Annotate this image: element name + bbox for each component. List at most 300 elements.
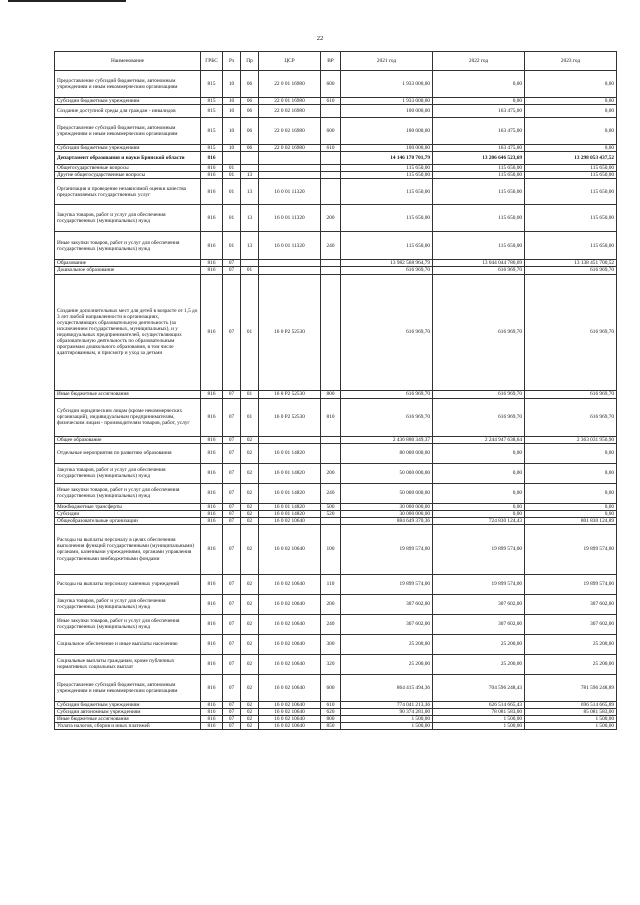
cell-name: Субсидии автономным учреждениям bbox=[55, 709, 201, 716]
cell-grbs: 816 bbox=[201, 232, 223, 260]
cell-csr: 16 0 01 14820 bbox=[259, 463, 321, 483]
cell-2021: 884 649 370,36 bbox=[341, 517, 433, 524]
cell-vr: 600 bbox=[321, 674, 341, 701]
cell-2021: 616 969,70 bbox=[341, 274, 433, 390]
cell-grbs: 816 bbox=[201, 709, 223, 716]
cell-name: Расходы на выплаты персоналу казенных учреждений bbox=[55, 574, 201, 594]
cell-2021: 13 982 568 964,79 bbox=[341, 260, 433, 267]
cell-pr: 02 bbox=[241, 674, 259, 701]
cell-vr: 520 bbox=[321, 510, 341, 517]
cell-2022: 19 899 574,00 bbox=[433, 524, 525, 574]
cell-name: Субсидии бюджетным учреждениям bbox=[55, 701, 201, 708]
cell-2021: 1 933 000,00 bbox=[341, 71, 433, 98]
header-2022: 2022 год bbox=[433, 52, 525, 71]
cell-name: Субсидии юридическим лицам (кроме некоммерческих организаций), индивидуальным предпринимателям, физическим лицам - производителям товаров, работ, услуг bbox=[55, 398, 201, 436]
cell-name: Социальное обеспечение и иные выплаты населению bbox=[55, 634, 201, 654]
table-row bbox=[55, 709, 617, 716]
cell-grbs: 816 bbox=[201, 260, 223, 267]
cell-2021: 90 374 281,00 bbox=[341, 709, 433, 716]
cell-2023: 616 969,70 bbox=[525, 398, 617, 436]
cell-vr: 200 bbox=[321, 463, 341, 483]
cell-2023: 115 650,00 bbox=[525, 165, 617, 172]
cell-name: Департамент образования и науки Брянской области bbox=[55, 152, 201, 165]
cell-rz: 07 bbox=[223, 614, 241, 634]
cell-2023: 85 081 583,00 bbox=[525, 709, 617, 716]
cell-2022: 307 602,00 bbox=[433, 594, 525, 614]
header-2021: 2021 год bbox=[341, 52, 433, 71]
cell-grbs: 816 bbox=[201, 723, 223, 730]
cell-2023: 1 500,00 bbox=[525, 723, 617, 730]
cell-grbs: 816 bbox=[201, 443, 223, 463]
cell-grbs: 816 bbox=[201, 654, 223, 674]
cell-2021: 50 000 000,00 bbox=[341, 463, 433, 483]
cell-grbs: 815 bbox=[201, 105, 223, 118]
cell-2022: 115 650,00 bbox=[433, 172, 525, 179]
cell-name: Иные бюджетные ассигнования bbox=[55, 716, 201, 723]
cell-vr: 800 bbox=[321, 390, 341, 398]
cell-vr: 200 bbox=[321, 594, 341, 614]
cell-vr bbox=[321, 443, 341, 463]
cell-grbs: 816 bbox=[201, 574, 223, 594]
cell-rz: 01 bbox=[223, 179, 241, 205]
cell-csr: 16 0 02 10640 bbox=[259, 723, 321, 730]
cell-2022: 307 602,00 bbox=[433, 614, 525, 634]
cell-rz: 07 bbox=[223, 390, 241, 398]
cell-pr: 02 bbox=[241, 654, 259, 674]
cell-grbs: 816 bbox=[201, 517, 223, 524]
cell-pr: 02 bbox=[241, 524, 259, 574]
cell-2022: 616 969,70 bbox=[433, 267, 525, 274]
cell-name: Закупка товаров, работ и услуг для обеспечения государственных (муниципальных) нужд bbox=[55, 463, 201, 483]
table-row bbox=[55, 614, 617, 634]
cell-2023: 19 899 574,00 bbox=[525, 574, 617, 594]
cell-grbs: 815 bbox=[201, 71, 223, 98]
table-row bbox=[55, 654, 617, 674]
cell-grbs: 816 bbox=[201, 274, 223, 390]
cell-grbs: 816 bbox=[201, 205, 223, 232]
cell-csr: 16 0 02 10640 bbox=[259, 574, 321, 594]
table-row bbox=[55, 503, 617, 510]
cell-vr: 100 bbox=[321, 524, 341, 574]
cell-grbs: 816 bbox=[201, 463, 223, 483]
table-header-row bbox=[55, 52, 617, 71]
cell-name: Закупка товаров, работ и услуг для обеспечения государственных (муниципальных) нужд bbox=[55, 205, 201, 232]
cell-grbs: 816 bbox=[201, 165, 223, 172]
cell-2023: 0,00 bbox=[525, 483, 617, 503]
cell-2022: 616 969,70 bbox=[433, 274, 525, 390]
cell-rz: 07 bbox=[223, 274, 241, 390]
cell-2023: 616 969,70 bbox=[525, 390, 617, 398]
header-vr: ВР bbox=[321, 52, 341, 71]
cell-vr: 200 bbox=[321, 205, 341, 232]
cell-rz: 07 bbox=[223, 709, 241, 716]
cell-vr: 800 bbox=[321, 716, 341, 723]
cell-rz bbox=[223, 152, 241, 165]
cell-pr: 01 bbox=[241, 390, 259, 398]
cell-rz: 07 bbox=[223, 443, 241, 463]
cell-name: Отдельные мероприятия по развитию образования bbox=[55, 443, 201, 463]
cell-2022: 1 500,00 bbox=[433, 716, 525, 723]
cell-name: Межбюджетные трансферты bbox=[55, 503, 201, 510]
cell-grbs: 816 bbox=[201, 674, 223, 701]
cell-2023: 616 969,70 bbox=[525, 274, 617, 390]
cell-2023: 0,00 bbox=[525, 98, 617, 105]
cell-pr: 06 bbox=[241, 105, 259, 118]
cell-2022: 0,00 bbox=[433, 503, 525, 510]
cell-grbs: 816 bbox=[201, 503, 223, 510]
cell-pr: 02 bbox=[241, 723, 259, 730]
cell-2021: 1 500,00 bbox=[341, 723, 433, 730]
cell-vr: 240 bbox=[321, 483, 341, 503]
cell-2022: 163 475,00 bbox=[433, 118, 525, 145]
table-row bbox=[55, 145, 617, 152]
table-row bbox=[55, 517, 617, 524]
table-row bbox=[55, 674, 617, 701]
cell-pr: 02 bbox=[241, 510, 259, 517]
cell-2021: 30 000 000,00 bbox=[341, 503, 433, 510]
cell-pr: 01 bbox=[241, 267, 259, 274]
table-row bbox=[55, 463, 617, 483]
cell-name: Предоставление субсидий бюджетным, автономным учреждениям и иным некоммерческим организациям bbox=[55, 71, 201, 98]
cell-rz: 07 bbox=[223, 701, 241, 708]
cell-csr: 16 0 02 10640 bbox=[259, 614, 321, 634]
cell-2021: 100 000,00 bbox=[341, 145, 433, 152]
cell-2021: 115 650,00 bbox=[341, 205, 433, 232]
cell-name: Уплата налогов, сборов и иных платежей bbox=[55, 723, 201, 730]
cell-2022: 19 899 574,00 bbox=[433, 574, 525, 594]
header-pr: Пр bbox=[241, 52, 259, 71]
cell-pr: 02 bbox=[241, 594, 259, 614]
cell-pr: 13 bbox=[241, 232, 259, 260]
cell-grbs: 816 bbox=[201, 483, 223, 503]
cell-pr: 02 bbox=[241, 517, 259, 524]
cell-rz: 01 bbox=[223, 232, 241, 260]
cell-vr: 600 bbox=[321, 71, 341, 98]
cell-name: Субсидии bbox=[55, 510, 201, 517]
cell-vr bbox=[321, 165, 341, 172]
cell-csr: 22 0 01 16980 bbox=[259, 98, 321, 105]
cell-vr bbox=[321, 172, 341, 179]
cell-rz: 07 bbox=[223, 524, 241, 574]
cell-2022: 0,00 bbox=[433, 510, 525, 517]
cell-2021: 19 899 574,00 bbox=[341, 574, 433, 594]
cell-name: Иные закупки товаров, работ и услуг для обеспечения государственных (муниципальных) нужд bbox=[55, 483, 201, 503]
cell-grbs: 816 bbox=[201, 267, 223, 274]
cell-2023: 25 200,00 bbox=[525, 634, 617, 654]
cell-2022: 115 650,00 bbox=[433, 165, 525, 172]
cell-pr: 13 bbox=[241, 205, 259, 232]
cell-2023: 1 500,00 bbox=[525, 716, 617, 723]
table-row bbox=[55, 398, 617, 436]
cell-rz: 10 bbox=[223, 71, 241, 98]
cell-2021: 115 650,00 bbox=[341, 172, 433, 179]
table-row bbox=[55, 594, 617, 614]
table-row bbox=[55, 71, 617, 98]
cell-grbs: 816 bbox=[201, 716, 223, 723]
cell-2023: 0,00 bbox=[525, 145, 617, 152]
cell-name: Субсидии бюджетным учреждениям bbox=[55, 145, 201, 152]
cell-name: Создание дополнительных мест для детей в возрасте от 1,5 до 3 лет любой направленности в организациях, осуществляющих образовательную деятельность (за исключением государственных, муниципальных), и у индивидуальных предпринимателей, осуществляющих образовательную деятельность по образовательным программам дошкольного образования, в том числе адаптированным, и присмотр и уход за детьми bbox=[55, 274, 201, 390]
cell-2022: 163 475,00 bbox=[433, 105, 525, 118]
cell-2022: 25 200,00 bbox=[433, 654, 525, 674]
cell-name: Расходы на выплаты персоналу в целях обеспечения выполнения функций государственными (муниципальными) органами, казенными учреждениями, органами управления государственными внебюджетными фондами bbox=[55, 524, 201, 574]
cell-vr: 850 bbox=[321, 723, 341, 730]
cell-grbs: 816 bbox=[201, 614, 223, 634]
cell-name: Закупка товаров, работ и услуг для обеспечения государственных (муниципальных) нужд bbox=[55, 594, 201, 614]
cell-2022: 2 244 947 638,64 bbox=[433, 436, 525, 443]
cell-2021: 115 650,00 bbox=[341, 232, 433, 260]
cell-rz: 07 bbox=[223, 267, 241, 274]
cell-rz: 07 bbox=[223, 574, 241, 594]
cell-rz: 10 bbox=[223, 105, 241, 118]
cell-2023: 0,00 bbox=[525, 118, 617, 145]
cell-name: Другие общегосударственные вопросы bbox=[55, 172, 201, 179]
budget-table bbox=[54, 51, 617, 730]
cell-2021: 616 969,70 bbox=[341, 390, 433, 398]
cell-2023: 0,00 bbox=[525, 463, 617, 483]
cell-csr: 16 0 02 10640 bbox=[259, 634, 321, 654]
cell-2022: 0,00 bbox=[433, 98, 525, 105]
table-row bbox=[55, 267, 617, 274]
cell-rz: 07 bbox=[223, 517, 241, 524]
cell-name: Общеобразовательные организации bbox=[55, 517, 201, 524]
cell-2022: 1 500,00 bbox=[433, 723, 525, 730]
cell-csr: 16 0 02 10640 bbox=[259, 517, 321, 524]
cell-2023: 616 969,70 bbox=[525, 267, 617, 274]
cell-name: Социальные выплаты гражданам, кроме публичных нормативных социальных выплат bbox=[55, 654, 201, 674]
cell-pr: 06 bbox=[241, 71, 259, 98]
cell-grbs: 816 bbox=[201, 436, 223, 443]
table-row bbox=[55, 165, 617, 172]
cell-pr: 02 bbox=[241, 614, 259, 634]
cell-pr: 02 bbox=[241, 443, 259, 463]
cell-2021: 100 000,00 bbox=[341, 118, 433, 145]
cell-2022: 78 081 583,00 bbox=[433, 709, 525, 716]
cell-grbs: 815 bbox=[201, 118, 223, 145]
table-row bbox=[55, 524, 617, 574]
cell-2023: 115 650,00 bbox=[525, 179, 617, 205]
cell-name: Дошкольное образование bbox=[55, 267, 201, 274]
cell-2021: 30 000 000,00 bbox=[341, 510, 433, 517]
cell-pr bbox=[241, 165, 259, 172]
header-2023: 2023 год bbox=[525, 52, 617, 71]
cell-grbs: 816 bbox=[201, 398, 223, 436]
cell-2021: 864 415 494,36 bbox=[341, 674, 433, 701]
cell-2023: 0,00 bbox=[525, 71, 617, 98]
cell-pr: 02 bbox=[241, 483, 259, 503]
cell-csr: 16 0 01 11320 bbox=[259, 205, 321, 232]
cell-vr bbox=[321, 179, 341, 205]
cell-pr bbox=[241, 152, 259, 165]
table-row bbox=[55, 118, 617, 145]
cell-2022: 0,00 bbox=[433, 483, 525, 503]
cell-csr: 16 0 01 11320 bbox=[259, 232, 321, 260]
cell-vr bbox=[321, 260, 341, 267]
cell-rz: 07 bbox=[223, 436, 241, 443]
cell-rz: 07 bbox=[223, 483, 241, 503]
cell-2021: 50 000 000,00 bbox=[341, 483, 433, 503]
cell-2023: 0,00 bbox=[525, 503, 617, 510]
cell-name: Предоставление субсидий бюджетным, автономным учреждениям и иным некоммерческим организациям bbox=[55, 118, 201, 145]
cell-2021: 1 933 000,00 bbox=[341, 98, 433, 105]
cell-name: Субсидии бюджетным учреждениям bbox=[55, 98, 201, 105]
header-grbs: ГРБС bbox=[201, 52, 223, 71]
table-row bbox=[55, 260, 617, 267]
table-row bbox=[55, 483, 617, 503]
table-row bbox=[55, 634, 617, 654]
cell-grbs: 816 bbox=[201, 701, 223, 708]
cell-grbs: 816 bbox=[201, 634, 223, 654]
cell-rz: 07 bbox=[223, 260, 241, 267]
cell-csr: 16 0 01 11320 bbox=[259, 179, 321, 205]
cell-vr bbox=[321, 105, 341, 118]
cell-name: Образование bbox=[55, 260, 201, 267]
cell-2023: 696 514 665,89 bbox=[525, 701, 617, 708]
cell-vr: 610 bbox=[321, 701, 341, 708]
cell-2022: 0,00 bbox=[433, 443, 525, 463]
table-row bbox=[55, 232, 617, 260]
table-row bbox=[55, 172, 617, 179]
cell-2021: 25 200,00 bbox=[341, 654, 433, 674]
cell-rz: 07 bbox=[223, 674, 241, 701]
cell-csr: 16 0 01 14820 bbox=[259, 443, 321, 463]
cell-vr: 610 bbox=[321, 145, 341, 152]
table-row bbox=[55, 152, 617, 165]
cell-grbs: 816 bbox=[201, 152, 223, 165]
cell-csr: 22 0 02 16980 bbox=[259, 145, 321, 152]
cell-2022: 616 969,70 bbox=[433, 390, 525, 398]
cell-grbs: 816 bbox=[201, 510, 223, 517]
cell-pr: 01 bbox=[241, 398, 259, 436]
cell-pr: 02 bbox=[241, 436, 259, 443]
cell-2021: 2 436 880 349,37 bbox=[341, 436, 433, 443]
table-row bbox=[55, 701, 617, 708]
cell-csr: 16 0 02 10640 bbox=[259, 594, 321, 614]
cell-rz: 10 bbox=[223, 98, 241, 105]
cell-2022: 115 650,00 bbox=[433, 205, 525, 232]
cell-grbs: 816 bbox=[201, 524, 223, 574]
cell-pr: 02 bbox=[241, 463, 259, 483]
cell-name: Предоставление субсидий бюджетным, автономным учреждениям и иным некоммерческим организациям bbox=[55, 674, 201, 701]
cell-grbs: 816 bbox=[201, 179, 223, 205]
cell-2022: 13 206 646 523,69 bbox=[433, 152, 525, 165]
cell-csr: 16 0 01 14820 bbox=[259, 503, 321, 510]
cell-2022: 115 650,00 bbox=[433, 179, 525, 205]
cell-pr: 13 bbox=[241, 179, 259, 205]
cell-rz: 10 bbox=[223, 118, 241, 145]
cell-2021: 774 041 213,36 bbox=[341, 701, 433, 708]
cell-2023: 19 899 574,00 bbox=[525, 524, 617, 574]
cell-pr: 02 bbox=[241, 574, 259, 594]
cell-csr: 16 0 02 10640 bbox=[259, 654, 321, 674]
cell-vr: 110 bbox=[321, 574, 341, 594]
cell-2021: 14 146 170 701,79 bbox=[341, 152, 433, 165]
cell-vr bbox=[321, 517, 341, 524]
cell-2021: 616 969,70 bbox=[341, 398, 433, 436]
cell-2022: 0,00 bbox=[433, 71, 525, 98]
cell-2022: 25 200,00 bbox=[433, 634, 525, 654]
cell-name: Иные закупки товаров, работ и услуг для обеспечения государственных (муниципальных) нужд bbox=[55, 614, 201, 634]
cell-csr: 16 0 02 10640 bbox=[259, 524, 321, 574]
cell-grbs: 816 bbox=[201, 172, 223, 179]
cell-pr: 02 bbox=[241, 503, 259, 510]
cell-rz: 07 bbox=[223, 503, 241, 510]
cell-pr: 02 bbox=[241, 634, 259, 654]
cell-2021: 19 899 574,00 bbox=[341, 524, 433, 574]
cell-2021: 25 200,00 bbox=[341, 634, 433, 654]
cell-name: Иные закупки товаров, работ и услуг для обеспечения государственных (муниципальных) нужд bbox=[55, 232, 201, 260]
cell-2023: 2 363 031 950,90 bbox=[525, 436, 617, 443]
cell-2023: 25 200,00 bbox=[525, 654, 617, 674]
cell-vr: 610 bbox=[321, 98, 341, 105]
table-row bbox=[55, 443, 617, 463]
table-row bbox=[55, 179, 617, 205]
cell-pr: 02 bbox=[241, 716, 259, 723]
cell-rz: 01 bbox=[223, 205, 241, 232]
cell-rz: 10 bbox=[223, 145, 241, 152]
cell-rz: 01 bbox=[223, 172, 241, 179]
cell-grbs: 816 bbox=[201, 390, 223, 398]
header-name: Наименование bbox=[55, 52, 201, 71]
cell-2021: 100 000,00 bbox=[341, 105, 433, 118]
cell-vr: 320 bbox=[321, 654, 341, 674]
cell-name: Иные бюджетные ассигнования bbox=[55, 390, 201, 398]
cell-vr bbox=[321, 267, 341, 274]
cell-2023: 115 650,00 bbox=[525, 172, 617, 179]
table-row bbox=[55, 98, 617, 105]
cell-2023: 781 596 248,89 bbox=[525, 674, 617, 701]
cell-name: Организация и проведение независимой оценки качества предоставляемых государственных услуг bbox=[55, 179, 201, 205]
header-rz: Рз bbox=[223, 52, 241, 71]
cell-csr: 16 0 02 10640 bbox=[259, 674, 321, 701]
cell-vr: 810 bbox=[321, 398, 341, 436]
cell-rz: 07 bbox=[223, 634, 241, 654]
cell-2023: 0,00 bbox=[525, 510, 617, 517]
cell-csr: 22 0 02 16980 bbox=[259, 105, 321, 118]
cell-csr: 16 0 02 10640 bbox=[259, 701, 321, 708]
cell-2021: 307 602,00 bbox=[341, 594, 433, 614]
cell-2023: 0,00 bbox=[525, 443, 617, 463]
cell-csr: 16 0 01 14820 bbox=[259, 510, 321, 517]
cell-rz: 07 bbox=[223, 463, 241, 483]
table-row bbox=[55, 723, 617, 730]
cell-grbs: 815 bbox=[201, 98, 223, 105]
cell-2022: 163 475,00 bbox=[433, 145, 525, 152]
cell-2023: 115 650,00 bbox=[525, 205, 617, 232]
page-number: 22 bbox=[316, 35, 324, 42]
cell-csr: 22 0 02 16980 bbox=[259, 118, 321, 145]
cell-csr bbox=[259, 267, 321, 274]
header-rule bbox=[8, 0, 126, 2]
cell-csr bbox=[259, 165, 321, 172]
cell-csr: 16 0 P2 52530 bbox=[259, 398, 321, 436]
cell-rz: 07 bbox=[223, 723, 241, 730]
cell-2022: 724 830 124,43 bbox=[433, 517, 525, 524]
cell-vr: 600 bbox=[321, 118, 341, 145]
cell-2022: 626 514 665,43 bbox=[433, 701, 525, 708]
cell-vr bbox=[321, 274, 341, 390]
cell-2022: 616 969,70 bbox=[433, 398, 525, 436]
cell-vr: 500 bbox=[321, 503, 341, 510]
table-row bbox=[55, 105, 617, 118]
cell-csr: 16 0 02 10640 bbox=[259, 716, 321, 723]
cell-rz: 07 bbox=[223, 510, 241, 517]
table-row bbox=[55, 574, 617, 594]
cell-2021: 80 000 000,00 bbox=[341, 443, 433, 463]
cell-csr bbox=[259, 436, 321, 443]
cell-rz: 07 bbox=[223, 398, 241, 436]
cell-vr bbox=[321, 436, 341, 443]
